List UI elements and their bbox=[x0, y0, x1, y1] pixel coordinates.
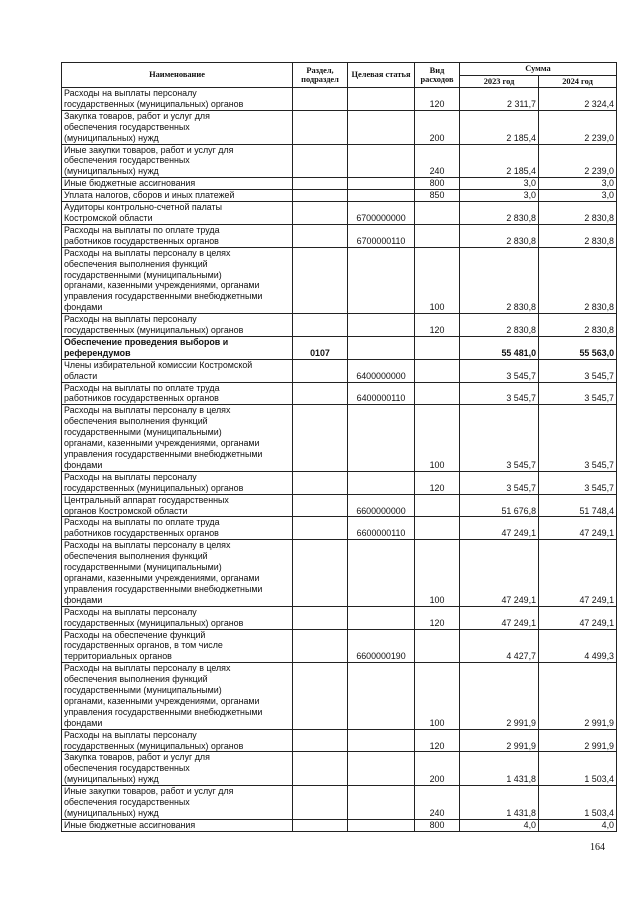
row-target-cell bbox=[348, 314, 415, 337]
header-section: Раздел, подраздел bbox=[293, 63, 348, 88]
row-target-cell bbox=[348, 663, 415, 729]
row-target-cell bbox=[348, 752, 415, 786]
row-kind-cell: 800 bbox=[415, 178, 460, 190]
row-target-cell bbox=[348, 110, 415, 144]
row-sum-2023-cell: 3 545,7 bbox=[460, 382, 539, 405]
row-target-cell: 6700000000 bbox=[348, 202, 415, 225]
row-kind-cell bbox=[415, 494, 460, 517]
row-name-cell: Центральный аппарат государственных органов Костромской области bbox=[62, 494, 293, 517]
row-sum-2023-cell: 2 311,7 bbox=[460, 88, 539, 111]
row-name-cell: Уплата налогов, сборов и иных платежей bbox=[62, 190, 293, 202]
header-sum: Сумма bbox=[460, 63, 617, 76]
header-year-2024: 2024 год bbox=[539, 75, 617, 88]
row-sum-2024-cell: 47 249,1 bbox=[539, 540, 617, 606]
row-name-cell: Иные бюджетные ассигнования bbox=[62, 819, 293, 831]
row-sum-2024-cell: 1 503,4 bbox=[539, 786, 617, 820]
header-kind: Вид расходов bbox=[415, 63, 460, 88]
table-row bbox=[62, 382, 617, 405]
row-target-cell bbox=[348, 178, 415, 190]
row-target-cell bbox=[348, 144, 415, 178]
row-sum-2023-cell: 3 545,7 bbox=[460, 471, 539, 494]
row-kind-cell: 240 bbox=[415, 786, 460, 820]
table-row bbox=[62, 190, 617, 202]
row-section-cell: 0107 bbox=[293, 336, 348, 359]
row-target-cell bbox=[348, 88, 415, 111]
row-kind-cell: 850 bbox=[415, 190, 460, 202]
row-sum-2024-cell: 2 830,8 bbox=[539, 314, 617, 337]
row-section-cell bbox=[293, 752, 348, 786]
row-sum-2023-cell: 3,0 bbox=[460, 178, 539, 190]
row-target-cell: 6400000000 bbox=[348, 359, 415, 382]
row-target-cell bbox=[348, 336, 415, 359]
table-row bbox=[62, 540, 617, 606]
header-target: Целевая статья bbox=[348, 63, 415, 88]
table-row bbox=[62, 819, 617, 831]
row-sum-2024-cell: 2 830,8 bbox=[539, 247, 617, 313]
row-sum-2024-cell: 2 239,0 bbox=[539, 110, 617, 144]
header-year-2023: 2023 год bbox=[460, 75, 539, 88]
header-name: Наименование bbox=[62, 63, 293, 88]
row-sum-2024-cell: 47 249,1 bbox=[539, 606, 617, 629]
row-target-cell: 6600000000 bbox=[348, 494, 415, 517]
row-name-cell: Расходы на выплаты персоналу государственных (муниципальных) органов bbox=[62, 471, 293, 494]
page-number: 164 bbox=[590, 842, 605, 853]
table-row bbox=[62, 110, 617, 144]
row-section-cell bbox=[293, 190, 348, 202]
row-sum-2023-cell: 2 830,8 bbox=[460, 247, 539, 313]
row-kind-cell bbox=[415, 382, 460, 405]
table-row bbox=[62, 224, 617, 247]
table-row bbox=[62, 178, 617, 190]
row-name-cell: Расходы на выплаты персоналу государственных (муниципальных) органов bbox=[62, 88, 293, 111]
row-target-cell: 6600000110 bbox=[348, 517, 415, 540]
row-sum-2023-cell: 3 545,7 bbox=[460, 359, 539, 382]
row-sum-2024-cell: 47 249,1 bbox=[539, 517, 617, 540]
row-name-cell: Расходы на выплаты персоналу государственных (муниципальных) органов bbox=[62, 606, 293, 629]
row-name-cell: Расходы на выплаты персоналу в целях обеспечения выполнения функций государственными (муниципальными) органами, казенными учреждениями, органами управления государственными внебюджетными фондами bbox=[62, 405, 293, 471]
row-name-cell: Члены избирательной комиссии Костромской области bbox=[62, 359, 293, 382]
row-name-cell: Расходы на выплаты персоналу в целях обеспечения выполнения функций государственными (муниципальными) органами, казенными учреждениями, органами управления государственными внебюджетными фондами bbox=[62, 540, 293, 606]
row-sum-2024-cell: 3,0 bbox=[539, 190, 617, 202]
row-sum-2024-cell: 3 545,7 bbox=[539, 405, 617, 471]
table-row bbox=[62, 88, 617, 111]
row-kind-cell: 200 bbox=[415, 752, 460, 786]
row-section-cell bbox=[293, 405, 348, 471]
row-section-cell bbox=[293, 471, 348, 494]
row-kind-cell: 120 bbox=[415, 606, 460, 629]
table-row bbox=[62, 606, 617, 629]
row-name-cell: Обеспечение проведения выборов и референдумов bbox=[62, 336, 293, 359]
row-kind-cell: 120 bbox=[415, 471, 460, 494]
row-sum-2024-cell: 2 324,4 bbox=[539, 88, 617, 111]
row-section-cell bbox=[293, 382, 348, 405]
row-section-cell bbox=[293, 606, 348, 629]
row-name-cell: Расходы на выплаты персоналу в целях обеспечения выполнения функций государственными (муниципальными) органами, казенными учреждениями, органами управления государственными внебюджетными фондами bbox=[62, 247, 293, 313]
row-kind-cell: 240 bbox=[415, 144, 460, 178]
row-sum-2023-cell: 55 481,0 bbox=[460, 336, 539, 359]
table-row bbox=[62, 752, 617, 786]
row-section-cell bbox=[293, 88, 348, 111]
row-sum-2023-cell: 2 185,4 bbox=[460, 110, 539, 144]
row-name-cell: Расходы на выплаты по оплате труда работников государственных органов bbox=[62, 517, 293, 540]
table-row bbox=[62, 494, 617, 517]
row-sum-2024-cell: 55 563,0 bbox=[539, 336, 617, 359]
row-section-cell bbox=[293, 144, 348, 178]
row-section-cell bbox=[293, 178, 348, 190]
row-target-cell bbox=[348, 405, 415, 471]
row-name-cell: Закупка товаров, работ и услуг для обеспечения государственных (муниципальных) нужд bbox=[62, 110, 293, 144]
table-row bbox=[62, 663, 617, 729]
row-sum-2023-cell: 4,0 bbox=[460, 819, 539, 831]
row-sum-2024-cell: 2 991,9 bbox=[539, 663, 617, 729]
row-section-cell bbox=[293, 494, 348, 517]
row-section-cell bbox=[293, 629, 348, 663]
row-kind-cell: 200 bbox=[415, 110, 460, 144]
row-target-cell bbox=[348, 190, 415, 202]
table-row bbox=[62, 405, 617, 471]
row-sum-2024-cell: 4 499,3 bbox=[539, 629, 617, 663]
row-sum-2023-cell: 47 249,1 bbox=[460, 540, 539, 606]
table-header bbox=[62, 63, 617, 88]
row-target-cell bbox=[348, 471, 415, 494]
row-kind-cell bbox=[415, 359, 460, 382]
row-section-cell bbox=[293, 359, 348, 382]
row-sum-2024-cell: 3 545,7 bbox=[539, 382, 617, 405]
budget-table bbox=[61, 62, 617, 832]
row-kind-cell: 100 bbox=[415, 663, 460, 729]
row-section-cell bbox=[293, 224, 348, 247]
budget-document-page bbox=[61, 62, 616, 832]
row-sum-2023-cell: 47 249,1 bbox=[460, 517, 539, 540]
row-target-cell bbox=[348, 729, 415, 752]
row-sum-2024-cell: 2 830,8 bbox=[539, 202, 617, 225]
row-sum-2023-cell: 1 431,8 bbox=[460, 752, 539, 786]
row-target-cell bbox=[348, 247, 415, 313]
row-kind-cell: 120 bbox=[415, 729, 460, 752]
row-kind-cell bbox=[415, 336, 460, 359]
row-sum-2023-cell: 1 431,8 bbox=[460, 786, 539, 820]
row-kind-cell: 100 bbox=[415, 405, 460, 471]
row-kind-cell: 100 bbox=[415, 247, 460, 313]
table-row bbox=[62, 247, 617, 313]
row-section-cell bbox=[293, 202, 348, 225]
row-section-cell bbox=[293, 314, 348, 337]
table-row bbox=[62, 517, 617, 540]
row-sum-2023-cell: 3 545,7 bbox=[460, 405, 539, 471]
row-name-cell: Расходы на выплаты по оплате труда работников государственных органов bbox=[62, 382, 293, 405]
row-section-cell bbox=[293, 247, 348, 313]
table-row bbox=[62, 336, 617, 359]
row-name-cell: Закупка товаров, работ и услуг для обеспечения государственных (муниципальных) нужд bbox=[62, 752, 293, 786]
row-section-cell bbox=[293, 663, 348, 729]
row-name-cell: Иные закупки товаров, работ и услуг для обеспечения государственных (муниципальных) нужд bbox=[62, 144, 293, 178]
row-sum-2024-cell: 3,0 bbox=[539, 178, 617, 190]
table-row bbox=[62, 729, 617, 752]
row-target-cell: 6700000110 bbox=[348, 224, 415, 247]
row-target-cell bbox=[348, 819, 415, 831]
row-sum-2023-cell: 47 249,1 bbox=[460, 606, 539, 629]
row-sum-2024-cell: 3 545,7 bbox=[539, 359, 617, 382]
row-kind-cell bbox=[415, 517, 460, 540]
row-sum-2023-cell: 2 830,8 bbox=[460, 202, 539, 225]
row-kind-cell: 120 bbox=[415, 314, 460, 337]
table-row bbox=[62, 629, 617, 663]
row-section-cell bbox=[293, 517, 348, 540]
table-row bbox=[62, 359, 617, 382]
row-section-cell bbox=[293, 110, 348, 144]
row-sum-2023-cell: 2 830,8 bbox=[460, 314, 539, 337]
row-target-cell bbox=[348, 786, 415, 820]
row-name-cell: Расходы на выплаты персоналу государственных (муниципальных) органов bbox=[62, 729, 293, 752]
row-sum-2023-cell: 2 991,9 bbox=[460, 663, 539, 729]
row-section-cell bbox=[293, 540, 348, 606]
table-body bbox=[62, 88, 617, 832]
row-section-cell bbox=[293, 819, 348, 831]
row-kind-cell bbox=[415, 202, 460, 225]
row-sum-2024-cell: 2 239,0 bbox=[539, 144, 617, 178]
table-row bbox=[62, 471, 617, 494]
row-kind-cell: 100 bbox=[415, 540, 460, 606]
table-row bbox=[62, 202, 617, 225]
row-kind-cell: 800 bbox=[415, 819, 460, 831]
table-row bbox=[62, 786, 617, 820]
row-sum-2024-cell: 4,0 bbox=[539, 819, 617, 831]
row-sum-2024-cell: 1 503,4 bbox=[539, 752, 617, 786]
row-kind-cell: 120 bbox=[415, 88, 460, 111]
row-sum-2023-cell: 2 830,8 bbox=[460, 224, 539, 247]
row-sum-2023-cell: 3,0 bbox=[460, 190, 539, 202]
row-sum-2023-cell: 2 991,9 bbox=[460, 729, 539, 752]
row-name-cell: Расходы на обеспечение функций государственных органов, в том числе территориальных органов bbox=[62, 629, 293, 663]
row-sum-2023-cell: 4 427,7 bbox=[460, 629, 539, 663]
row-name-cell: Аудиторы контрольно-счетной палаты Костромской области bbox=[62, 202, 293, 225]
row-name-cell: Иные закупки товаров, работ и услуг для обеспечения государственных (муниципальных) нужд bbox=[62, 786, 293, 820]
row-kind-cell bbox=[415, 224, 460, 247]
row-target-cell: 6400000110 bbox=[348, 382, 415, 405]
row-kind-cell bbox=[415, 629, 460, 663]
row-sum-2024-cell: 51 748,4 bbox=[539, 494, 617, 517]
row-name-cell: Расходы на выплаты персоналу государственных (муниципальных) органов bbox=[62, 314, 293, 337]
row-sum-2024-cell: 2 830,8 bbox=[539, 224, 617, 247]
row-sum-2024-cell: 3 545,7 bbox=[539, 471, 617, 494]
row-target-cell bbox=[348, 540, 415, 606]
row-section-cell bbox=[293, 729, 348, 752]
row-section-cell bbox=[293, 786, 348, 820]
table-row bbox=[62, 144, 617, 178]
row-name-cell: Иные бюджетные ассигнования bbox=[62, 178, 293, 190]
row-sum-2023-cell: 2 185,4 bbox=[460, 144, 539, 178]
row-target-cell: 6600000190 bbox=[348, 629, 415, 663]
row-sum-2024-cell: 2 991,9 bbox=[539, 729, 617, 752]
table-row bbox=[62, 314, 617, 337]
row-name-cell: Расходы на выплаты персоналу в целях обеспечения выполнения функций государственными (муниципальными) органами, казенными учреждениями, органами управления государственными внебюджетными фондами bbox=[62, 663, 293, 729]
row-target-cell bbox=[348, 606, 415, 629]
row-sum-2023-cell: 51 676,8 bbox=[460, 494, 539, 517]
row-name-cell: Расходы на выплаты по оплате труда работников государственных органов bbox=[62, 224, 293, 247]
